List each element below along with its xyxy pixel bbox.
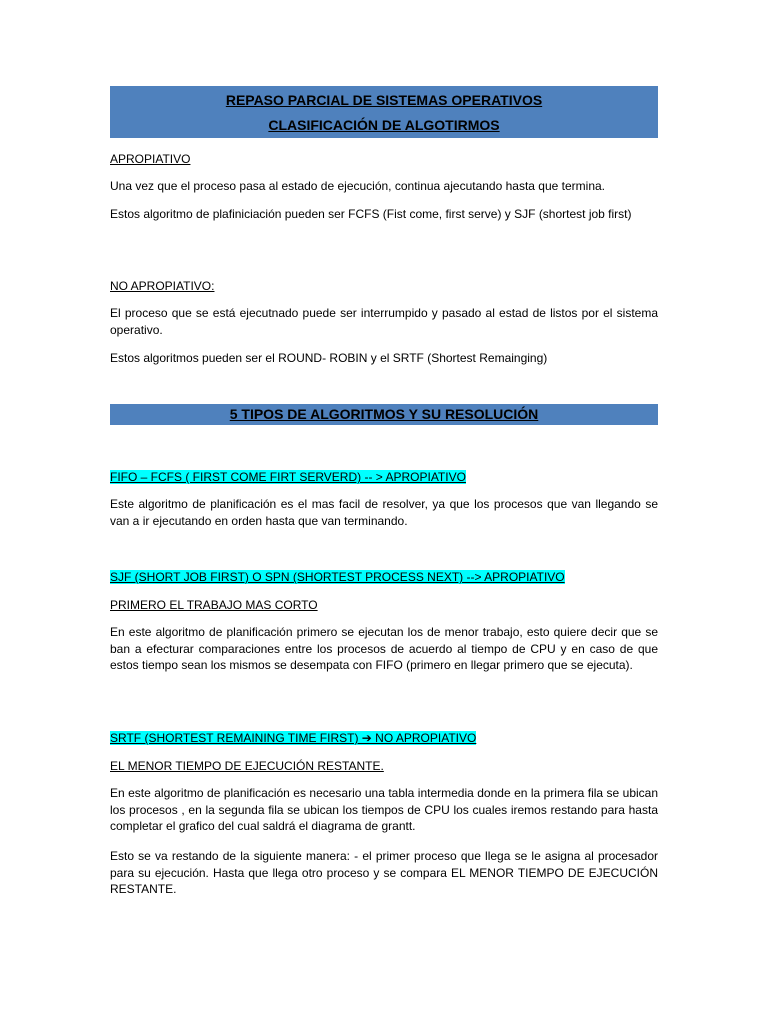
heading-fifo: FIFO – FCFS ( FIRST COME FIRT SERVERD) -- > APROPIATIVO xyxy=(110,470,466,484)
paragraph-no-apropiativo-2: Estos algoritmos pueden ser el ROUND- ROBIN y el SRTF (Shortest Remainging) xyxy=(110,351,548,365)
section-title-clasificacion: CLASIFICACIÓN DE ALGOTIRMOS xyxy=(268,117,500,133)
subheading-srtf: EL MENOR TIEMPO DE EJECUCIÓN RESTANTE. xyxy=(110,759,384,773)
heading-apropiativo: APROPIATIVO xyxy=(110,152,191,166)
heading-srtf-row xyxy=(110,730,658,747)
document-title: REPASO PARCIAL DE SISTEMAS OPERATIVOS xyxy=(225,92,543,108)
paragraph-fifo: Este algoritmo de planificación es el mas facil de resolver, ya que los procesos que van llegando se van a ir ejecutando en orden hasta que van terminando. xyxy=(110,497,658,528)
paragraph-sjf: En este algoritmo de planificación primero se ejecutan los de menor trabajo, esto quiere decir que se ban a efecturar comparaciones entre los procesos de acuerdo al tiempo de CPU y en caso de que estos tiempo sean los mismos se desempata con FIFO (primero en llegar primero que se ejecuta). xyxy=(110,625,658,672)
heading-fifo-row xyxy=(110,469,658,486)
paragraph-srtf-2: Esto se va restando de la siguiente manera: - el primer proceso que llega se le asigna al procesador para su ejecución. Hasta que llega otro proceso y se compara EL MENOR TIEMPO DE EJECUCIÓN RESTANTE. xyxy=(110,849,658,896)
paragraph-no-apropiativo-1: El proceso que se está ejecutnado puede ser interrumpido y pasado al estad de listos por el sistema operativo. xyxy=(110,306,658,337)
section-title-algoritmos: 5 TIPOS DE ALGORITMOS Y SU RESOLUCIÓN xyxy=(229,406,539,422)
heading-srtf: SRTF (SHORTEST REMAINING TIME FIRST) ➔ NO APROPIATIVO xyxy=(110,731,477,745)
heading-sjf: SJF (SHORT JOB FIRST) O SPN (SHORTEST PROCESS NEXT) --> APROPIATIVO xyxy=(110,570,565,584)
paragraph-apropiativo-1: Una vez que el proceso pasa al estado de ejecución, continua ajecutando hasta que termina. xyxy=(110,179,605,193)
title-banner xyxy=(110,86,658,138)
paragraph-srtf-1: En este algoritmo de planificación es necesario una tabla intermedia donde en la primera fila se ubican los procesos , en la segunda fila se ubican los tiempos de CPU los cuales iremos restando para hasta completar el grafico del cual saldrá el diagrama de grantt. xyxy=(110,786,658,833)
heading-no-apropiativo: NO APROPIATIVO: xyxy=(110,279,215,293)
heading-sjf-row xyxy=(110,569,658,586)
section-banner-algoritmos xyxy=(110,404,658,425)
subheading-sjf: PRIMERO EL TRABAJO MAS CORTO xyxy=(110,598,318,612)
paragraph-apropiativo-2: Estos algoritmo de plafiniciación pueden ser FCFS (Fist come, first serve) y SJF (shortest job first) xyxy=(110,207,632,221)
